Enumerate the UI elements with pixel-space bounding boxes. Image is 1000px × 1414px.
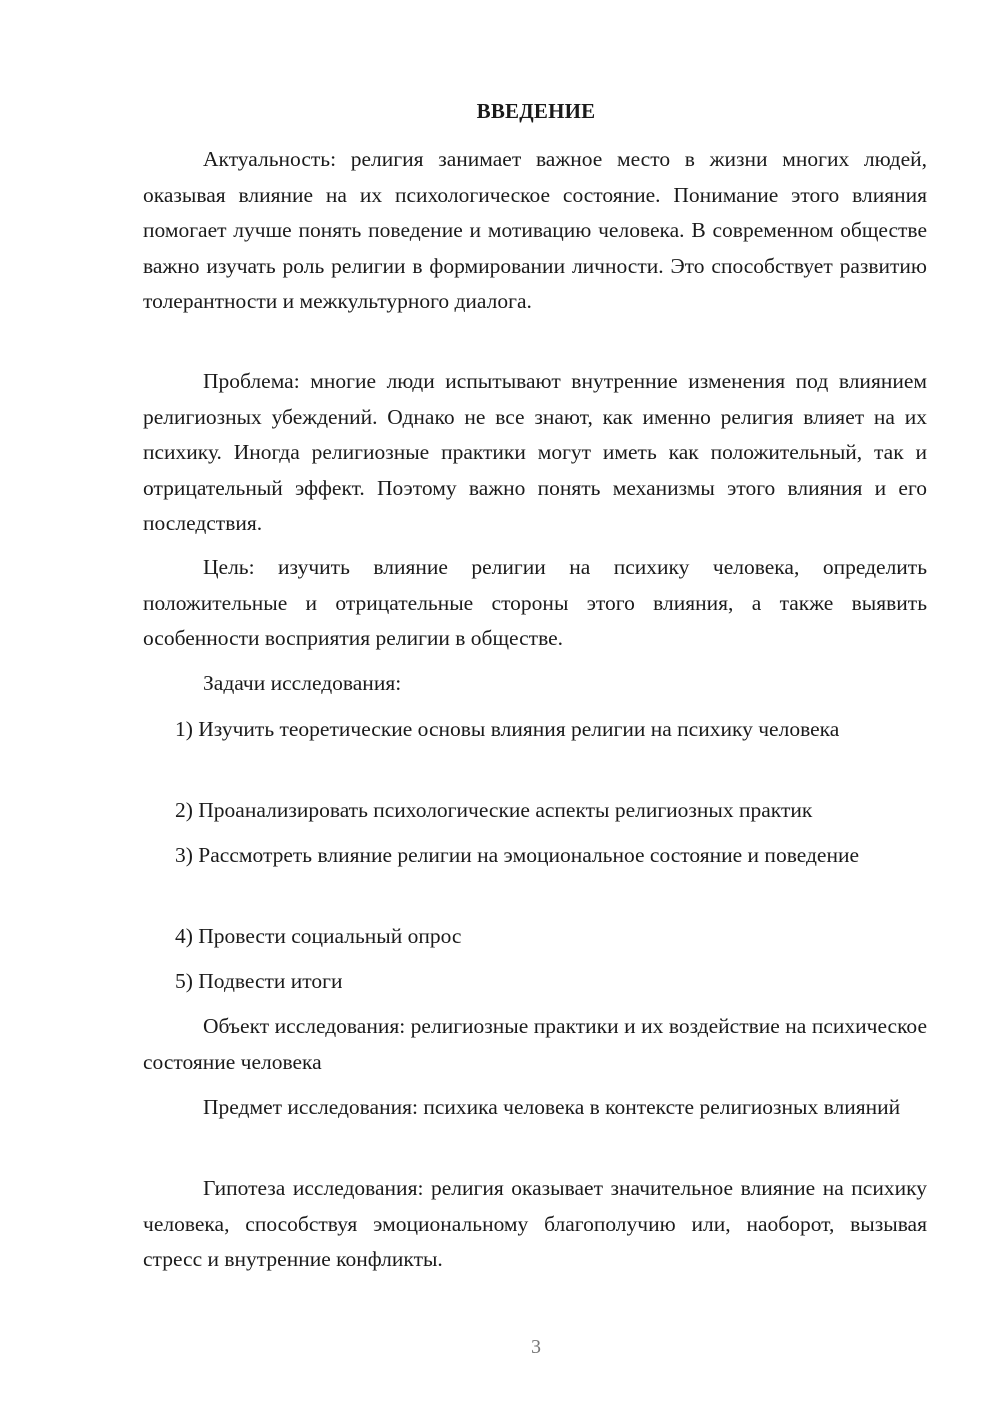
paragraph-hypothesis: Гипотеза исследования: религия оказывает значительное влияние на психику человека, способствуя эмоциональному благополучию или, наоборот, вызывая стресс и внутренние конфликты. — [143, 1176, 927, 1271]
task-item-2: 2) Проанализировать психологические аспекты религиозных практик — [175, 798, 813, 822]
task-item-3: 3) Рассмотреть влияние религии на эмоциональное состояние и поведение — [175, 843, 860, 867]
task-item-5: 5) Подвести итоги — [175, 969, 343, 993]
paragraph-object: Объект исследования: религиозные практики и их воздействие на психическое состояние человека — [143, 1014, 927, 1074]
section-title: ВВЕДЕНИЕ — [476, 99, 596, 123]
paragraph-problem: Проблема: многие люди испытывают внутренние изменения под влиянием религиозных убеждений. Однако не все знают, как именно религия влияет на их психику. Иногда религиозные практики могут иметь как положительный, так и отрицательный эффект. Поэтому важно понять механизмы этого влияния и его последствия. — [143, 369, 927, 535]
paragraph-goal: Цель: изучить влияние религии на психику человека, определить положительные и отрицательные стороны этого влияния, а также выявить особенности восприятия религии в обществе. — [143, 555, 927, 650]
paragraph-relevance: Актуальность: религия занимает важное место в жизни многих людей, оказывая влияние на их психологическое состояние. Понимание этого влияния помогает лучше понять поведение и мотивацию человека. В современном обществе важно изучать роль религии в формировании личности. Это способствует развитию толерантности и межкультурного диалога. — [143, 147, 927, 313]
task-item-4: 4) Провести социальный опрос — [175, 924, 462, 948]
paragraph-subject: Предмет исследования: психика человека в контексте религиозных влияний — [203, 1095, 901, 1119]
page-number: 3 — [531, 1336, 541, 1358]
tasks-heading: Задачи исследования: — [203, 671, 402, 695]
task-item-1: 1) Изучить теоретические основы влияния религии на психику человека — [175, 717, 840, 741]
